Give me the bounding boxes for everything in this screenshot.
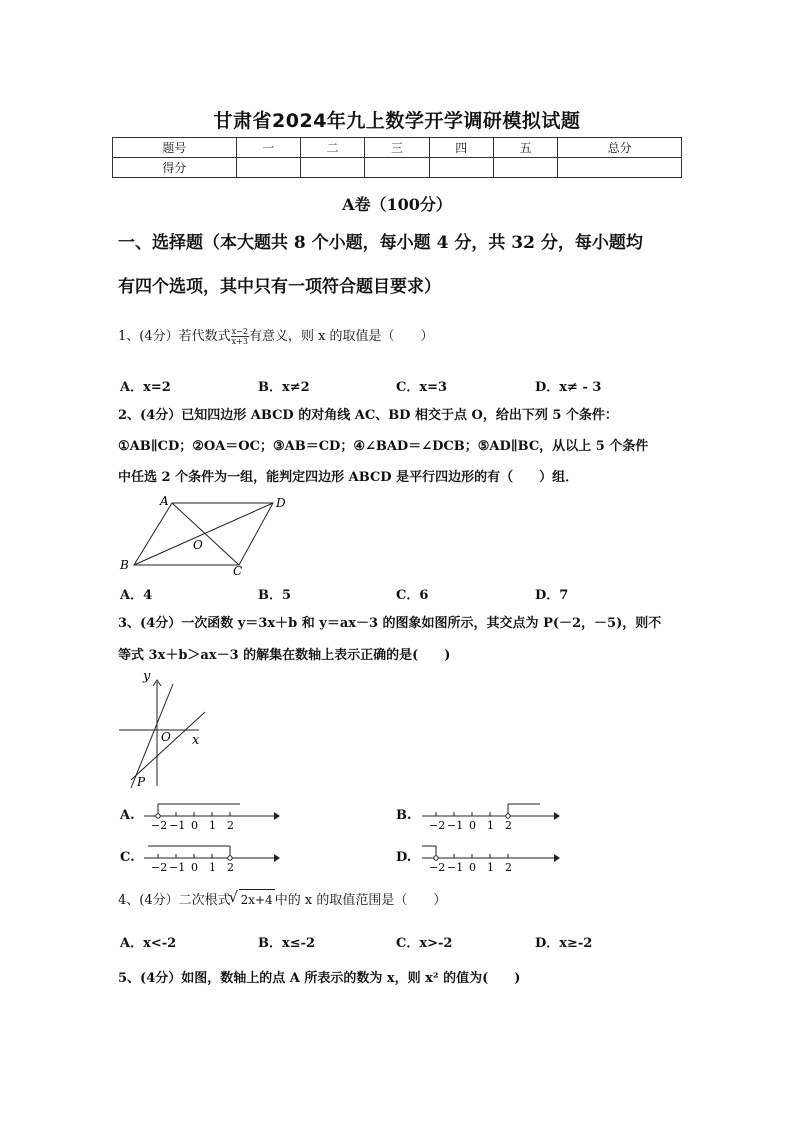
q2-option-b[interactable]: B．5 — [258, 588, 292, 603]
score-row-label: 得分 — [113, 158, 237, 178]
score-table-header-row — [113, 138, 682, 158]
score-header-cell: 题号 — [113, 138, 237, 158]
section-juan-heading: A卷（100分） — [342, 195, 452, 214]
diagonal-ac — [172, 503, 239, 565]
label-o: O — [193, 538, 203, 552]
tick-label: 2 — [505, 861, 512, 874]
score-cell[interactable] — [493, 158, 557, 178]
q4-radical: √ 2x+4 — [239, 889, 275, 910]
score-header-cell: 三 — [365, 138, 429, 158]
q1-frac-den: x+3 — [231, 337, 248, 346]
q3-line1: 3、(4分）一次函数 y＝3x＋b 和 y＝ax－3 的图象如图所示，其交点为 P(－2，－5)，则不 — [118, 616, 662, 631]
q3-option-d-numberline[interactable] — [418, 842, 562, 874]
q4-prefix: 4、(4分）二次根式 — [118, 893, 231, 908]
q4-suffix: 中的 x 的取值范围是（ ） — [274, 893, 447, 908]
q3-option-c-letter[interactable]: C. — [120, 850, 135, 865]
q3-option-b-numberline[interactable] — [418, 800, 562, 832]
tick-label: 0 — [191, 861, 198, 874]
score-header-cell: 四 — [429, 138, 493, 158]
question-5: 5、(4分）如图，数轴上的点 A 所表示的数为 x，则 x² 的值为( ) — [118, 971, 521, 986]
parallelogram-figure — [115, 493, 295, 577]
q1-option-d[interactable]: D．x≠ - 3 — [535, 380, 602, 395]
q3-option-d-letter[interactable]: D. — [396, 850, 412, 865]
tick-label: 1 — [209, 819, 216, 832]
score-table — [112, 137, 682, 178]
label-d: D — [276, 496, 286, 510]
graph-label-o: O — [161, 730, 171, 744]
score-header-cell: 总分 — [558, 138, 682, 158]
q2-line2: ①AB∥CD；②OA＝OC；③AB＝CD；④∠BAD＝∠DCB；⑤AD∥BC，从以上 5 个条件 — [118, 439, 649, 454]
graph-label-x: x — [192, 733, 200, 748]
exam-title: 甘肃省2024年九上数学开学调研模拟试题 — [213, 110, 581, 132]
tick-label: 1 — [487, 819, 494, 832]
q1-frac-num: x−2 — [231, 327, 248, 336]
tick-label: −2 — [429, 819, 446, 832]
question-1 — [118, 327, 434, 347]
q1-prefix: 1、(4分）若代数式 — [118, 329, 231, 344]
tick-label: −1 — [169, 861, 186, 874]
q4-option-c[interactable]: C．x>-2 — [396, 936, 453, 951]
q2-option-c[interactable]: C．6 — [396, 588, 429, 603]
section-heading-line1: 一、选择题（本大题共 8 个小题，每小题 4 分，共 32 分，每小题均 — [118, 233, 643, 253]
tick-label: 2 — [227, 819, 234, 832]
diagonal-bd — [134, 503, 273, 565]
tick-label: 1 — [209, 861, 216, 874]
question-4 — [118, 889, 446, 911]
q4-option-a[interactable]: A．x<-2 — [120, 936, 177, 951]
tick-label: 0 — [191, 819, 198, 832]
q3-option-a-letter[interactable]: A. — [120, 808, 135, 823]
score-header-cell: 二 — [300, 138, 364, 158]
arrow-icon — [274, 854, 280, 862]
tick-label: −1 — [447, 819, 464, 832]
q1-option-a[interactable]: A．x=2 — [120, 380, 171, 395]
score-cell[interactable] — [236, 158, 300, 178]
q3-line2: 等式 3x＋b＞ax－3 的解集在数轴上表示正确的是( ) — [118, 648, 451, 663]
q1-option-b[interactable]: B．x≠2 — [258, 380, 310, 395]
tick-label: −2 — [151, 861, 168, 874]
tick-label: 0 — [469, 861, 476, 874]
graph-label-y: y — [143, 669, 151, 684]
tick-label: −2 — [151, 819, 168, 832]
score-table-score-row — [113, 158, 682, 178]
score-header-cell: 五 — [493, 138, 557, 158]
tick-label: 1 — [487, 861, 494, 874]
q3-option-a-numberline[interactable] — [140, 800, 282, 832]
q1-suffix: 有意义，则 x 的取值是（ ） — [248, 329, 434, 344]
q1-option-c[interactable]: C．x=3 — [396, 380, 448, 395]
q2-line3: 中任选 2 个条件为一组，能判定四边形 ABCD 是平行四边形的有（ ）组． — [118, 470, 579, 485]
q3-option-c-numberline[interactable] — [140, 842, 282, 874]
label-c: C — [233, 564, 243, 577]
score-cell[interactable] — [558, 158, 682, 178]
score-cell[interactable] — [365, 158, 429, 178]
arrow-icon — [274, 812, 280, 820]
tick-label: −2 — [429, 861, 446, 874]
tick-label: 2 — [227, 861, 234, 874]
label-b: B — [120, 558, 129, 572]
tick-label: 0 — [469, 819, 476, 832]
tick-label: −1 — [447, 861, 464, 874]
score-cell[interactable] — [429, 158, 493, 178]
score-header-cell: 一 — [236, 138, 300, 158]
graph-label-p: P — [137, 775, 146, 789]
q1-fraction — [231, 327, 249, 346]
arrow-icon — [554, 854, 560, 862]
q3-option-b-letter[interactable]: B. — [396, 808, 412, 823]
tick-label: −1 — [169, 819, 186, 832]
q2-option-d[interactable]: D．7 — [535, 588, 569, 603]
score-cell[interactable] — [300, 158, 364, 178]
q4-option-d[interactable]: D．x≥-2 — [535, 936, 593, 951]
q2-line1: 2、(4分）已知四边形 ABCD 的对角线 AC、BD 相交于点 O，给出下列 5 个条件： — [118, 408, 618, 423]
tick-label: 2 — [505, 819, 512, 832]
label-a: A — [160, 494, 169, 508]
linear-functions-graph — [115, 668, 215, 792]
q4-option-b[interactable]: B．x≤-2 — [258, 936, 316, 951]
section-heading-line2: 有四个选项，其中只有一项符合题目要求） — [118, 277, 441, 297]
q2-option-a[interactable]: A．4 — [120, 588, 153, 603]
arrow-icon — [554, 812, 560, 820]
